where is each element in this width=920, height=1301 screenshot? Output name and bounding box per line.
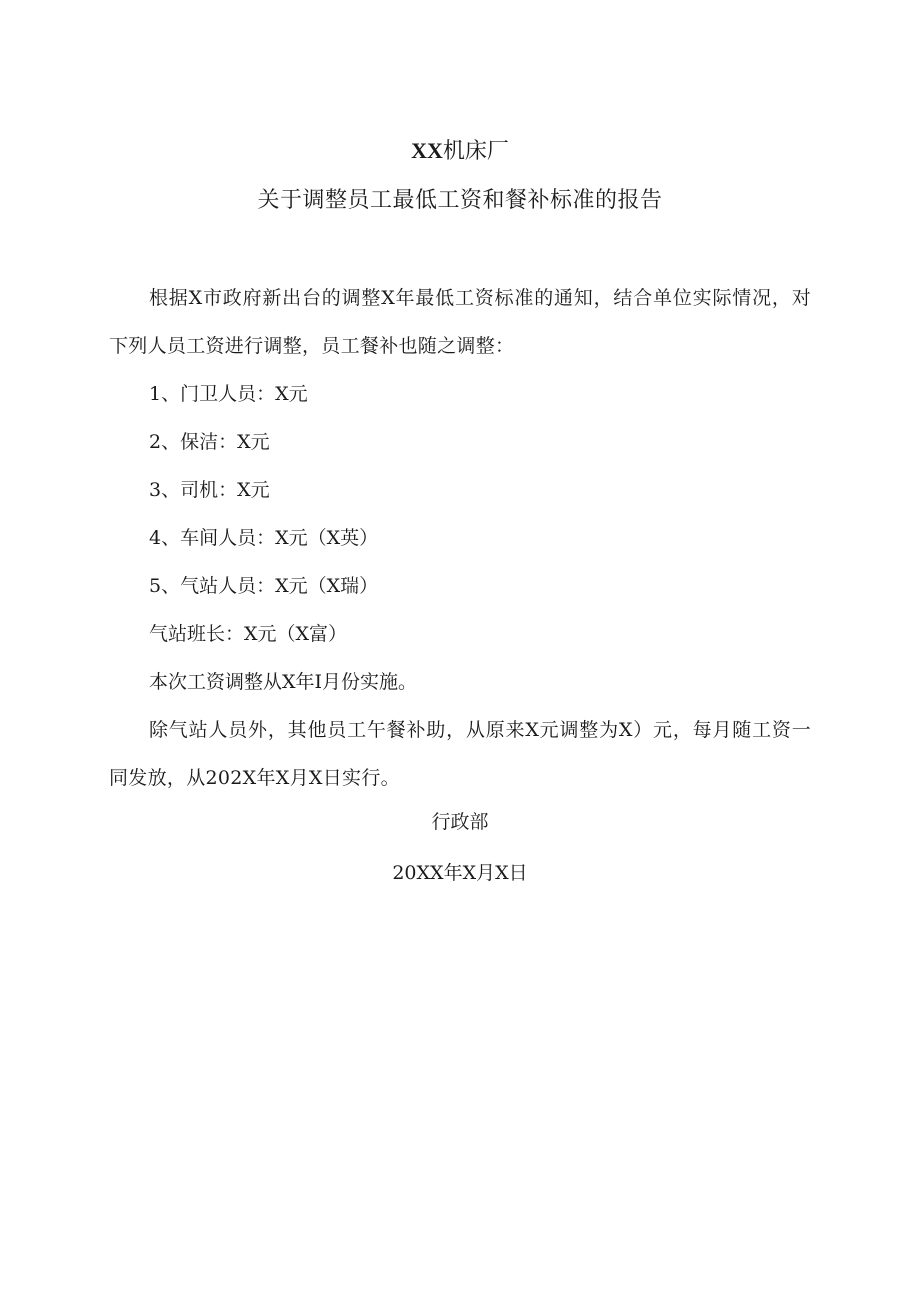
list-item-gas-station-leader: 气站班长：X元（X富） — [149, 623, 348, 645]
company-title-name: 机床厂 — [442, 139, 509, 164]
document-body — [109, 274, 811, 802]
effective-date-paragraph: 本次工资调整从X年I月份实施。 — [149, 671, 418, 693]
list-item-gas-station: 5、气站人员：X元（X瑞） — [149, 575, 379, 597]
signature-date: 20XX年X月X日 — [392, 862, 528, 884]
signature-department: 行政部 — [431, 811, 489, 833]
list-item-workshop: 4、车间人员：X元（X英） — [149, 527, 379, 549]
company-title — [0, 132, 920, 171]
list-item-driver: 3、司机：X元 — [149, 479, 270, 501]
meal-allowance-paragraph: 除气站人员外，其他员工午餐补助，从原来X元调整为X）元，每月随工资一同发放，从202X年X月X日实行。 — [109, 719, 811, 789]
intro-paragraph: 根据X市政府新出台的调整X年最低工资标准的通知，结合单位实际情况，对下列人员工资进行调整，员工餐补也随之调整： — [109, 287, 811, 357]
list-item-cleaning: 2、保洁：X元 — [149, 431, 270, 453]
list-item-gatekeeper: 1、门卫人员：X元 — [149, 383, 308, 405]
document-title: 关于调整员工最低工资和餐补标准的报告 — [257, 188, 663, 213]
company-title-code: XX — [411, 138, 443, 163]
